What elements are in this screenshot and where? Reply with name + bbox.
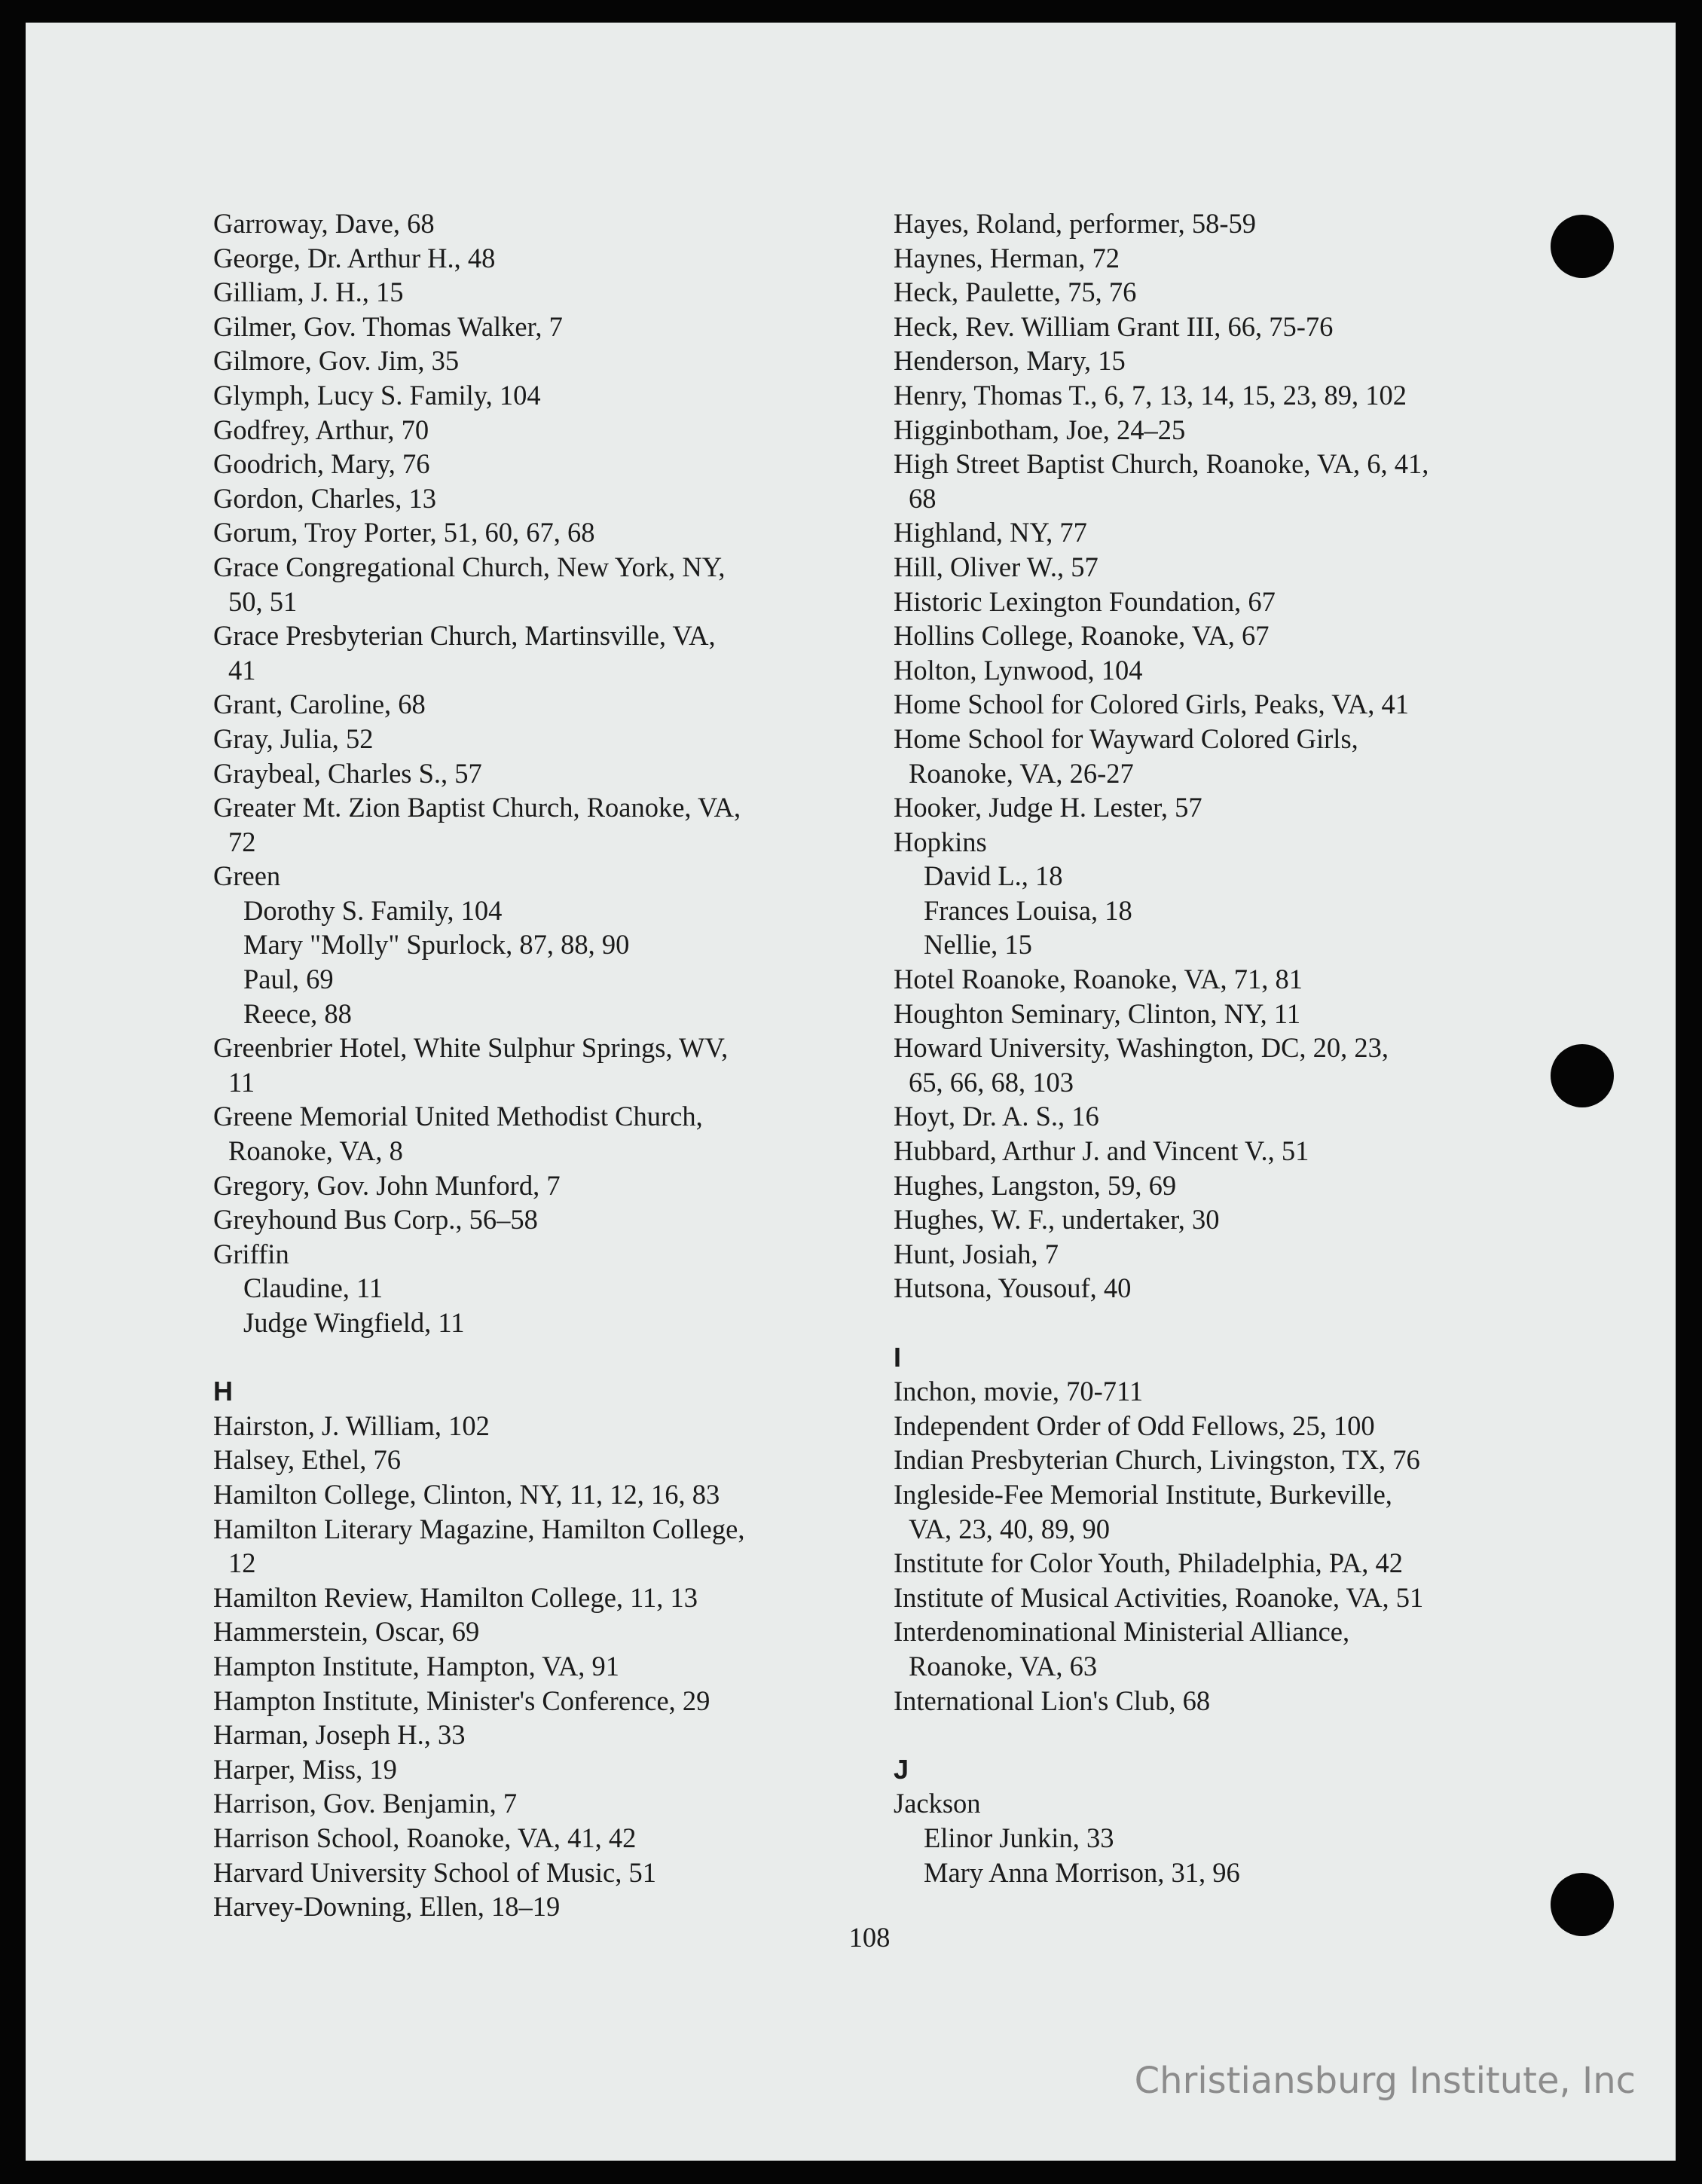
- index-entry: Harman, Joseph H., 33: [213, 1719, 466, 1751]
- index-entry: Godfrey, Arthur, 70: [213, 414, 429, 445]
- index-entry: Glymph, Lucy S. Family, 104: [213, 379, 541, 411]
- index-entry-continuation: 11: [228, 1066, 255, 1098]
- index-entry: Garroway, Dave, 68: [213, 208, 435, 239]
- index-entry: Greater Mt. Zion Baptist Church, Roanoke, VA,: [213, 792, 741, 823]
- index-entry: Hairston, J. William, 102: [213, 1410, 490, 1441]
- index-entry: Gilliam, J. H., 15: [213, 276, 404, 308]
- index-entry: Hoyt, Dr. A. S., 16: [894, 1101, 1099, 1132]
- watermark: Christiansburg Institute, Inc: [1134, 2060, 1636, 2102]
- index-entry: Institute of Musical Activities, Roanoke, VA, 51: [894, 1581, 1424, 1613]
- index-entry: Inchon, movie, 70-711: [894, 1376, 1144, 1407]
- index-entry: Haynes, Herman, 72: [894, 242, 1120, 273]
- index-entry-continuation: Roanoke, VA, 8: [228, 1135, 403, 1167]
- index-entry: Ingleside-Fee Memorial Institute, Burkeville,: [894, 1478, 1392, 1510]
- binder-hole-bottom: [1551, 1873, 1614, 1936]
- index-entry: Highland, NY, 77: [894, 517, 1087, 548]
- index-entry: Grant, Caroline, 68: [213, 689, 426, 720]
- index-entry-continuation: Roanoke, VA, 26-27: [909, 757, 1134, 789]
- index-entry: Harvard University School of Music, 51: [213, 1856, 656, 1888]
- index-subentry: Judge Wingfield, 11: [243, 1307, 465, 1338]
- document-page: [26, 23, 1676, 2161]
- index-entry: Henry, Thomas T., 6, 7, 13, 14, 15, 23, 89, 102: [894, 379, 1407, 411]
- index-entry-continuation: VA, 23, 40, 89, 90: [909, 1513, 1111, 1544]
- index-subentry: Paul, 69: [243, 964, 334, 995]
- index-entry: Hollins College, Roanoke, VA, 67: [894, 620, 1270, 652]
- index-entry-continuation: 50, 51: [228, 585, 298, 617]
- index-entry: Hughes, Langston, 59, 69: [894, 1169, 1177, 1201]
- index-entry: Hayes, Roland, performer, 58-59: [894, 208, 1257, 239]
- index-entry: Hampton Institute, Hampton, VA, 91: [213, 1650, 620, 1682]
- index-subentry: Elinor Junkin, 33: [924, 1822, 1114, 1853]
- index-entry: Hamilton Review, Hamilton College, 11, 13: [213, 1581, 698, 1613]
- index-entry-continuation: 65, 66, 68, 103: [909, 1066, 1074, 1098]
- index-entry: Heck, Rev. William Grant III, 66, 75-76: [894, 310, 1334, 342]
- index-entry: Home School for Colored Girls, Peaks, VA, 41: [894, 689, 1410, 720]
- index-entry: Home School for Wayward Colored Girls,: [894, 722, 1358, 754]
- index-entry: High Street Baptist Church, Roanoke, VA, 6, 41,: [894, 448, 1429, 480]
- index-entry: Hotel Roanoke, Roanoke, VA, 71, 81: [894, 964, 1303, 995]
- index-entry: Hampton Institute, Minister's Conference, 29: [213, 1685, 710, 1716]
- index-entry: Hubbard, Arthur J. and Vincent V., 51: [894, 1135, 1309, 1167]
- index-entry: Green: [213, 860, 281, 892]
- index-entry: Harvey-Downing, Ellen, 18–19: [213, 1891, 561, 1923]
- index-subentry: Reece, 88: [243, 997, 352, 1029]
- index-subentry: David L., 18: [924, 860, 1063, 892]
- index-entry-continuation: 72: [228, 826, 256, 857]
- index-entry: Hunt, Josiah, 7: [894, 1238, 1059, 1269]
- index-entry-continuation: 12: [228, 1547, 256, 1579]
- index-entry: Hamilton Literary Magazine, Hamilton College,: [213, 1513, 745, 1544]
- index-entry: Holton, Lynwood, 104: [894, 654, 1143, 686]
- index-entry: Houghton Seminary, Clinton, NY, 11: [894, 997, 1301, 1029]
- section-spacer: [213, 1340, 861, 1375]
- index-entry: Howard University, Washington, DC, 20, 23,: [894, 1032, 1389, 1064]
- index-entry: Greyhound Bus Corp., 56–58: [213, 1204, 538, 1236]
- section-spacer: [894, 1718, 1572, 1752]
- index-entry: Graybeal, Charles S., 57: [213, 757, 482, 789]
- index-entry: Gordon, Charles, 13: [213, 482, 437, 514]
- index-subentry: Dorothy S. Family, 104: [243, 894, 503, 926]
- index-subentry: Frances Louisa, 18: [924, 894, 1132, 926]
- index-entry: Hooker, Judge H. Lester, 57: [894, 792, 1202, 823]
- section-letter: H: [213, 1376, 233, 1407]
- index-entry: Hopkins: [894, 826, 987, 857]
- index-entry: Gray, Julia, 52: [213, 722, 374, 754]
- index-entry: Greene Memorial United Methodist Church,: [213, 1101, 703, 1132]
- index-entry-continuation: 41: [228, 654, 256, 686]
- index-entry: Hutsona, Yousouf, 40: [894, 1272, 1132, 1304]
- index-entry: Institute for Color Youth, Philadelphia, PA, 42: [894, 1547, 1403, 1579]
- index-entry: Indian Presbyterian Church, Livingston, TX, 76: [894, 1444, 1420, 1476]
- section-letter: I: [894, 1341, 902, 1373]
- index-entry: Higginbotham, Joe, 24–25: [894, 414, 1186, 445]
- index-entry: Hammerstein, Oscar, 69: [213, 1616, 480, 1648]
- index-entry: Gilmore, Gov. Jim, 35: [213, 345, 460, 377]
- index-entry: Hamilton College, Clinton, NY, 11, 12, 16, 83: [213, 1478, 720, 1510]
- index-entry: Goodrich, Mary, 76: [213, 448, 430, 480]
- index-entry-continuation: Roanoke, VA, 63: [909, 1650, 1098, 1682]
- index-entry: Harper, Miss, 19: [213, 1753, 397, 1785]
- index-entry: Grace Congregational Church, New York, NY,: [213, 551, 726, 582]
- index-entry: Griffin: [213, 1238, 289, 1269]
- section-letter: J: [894, 1753, 909, 1785]
- index-entry: Interdenominational Ministerial Alliance,: [894, 1616, 1350, 1648]
- index-entry: Gregory, Gov. John Munford, 7: [213, 1169, 561, 1201]
- index-entry: Jackson: [894, 1788, 981, 1819]
- page-number: 108: [848, 1922, 891, 1953]
- index-entry: Hughes, W. F., undertaker, 30: [894, 1204, 1220, 1236]
- index-subentry: Nellie, 15: [924, 929, 1032, 961]
- index-entry: George, Dr. Arthur H., 48: [213, 242, 496, 273]
- index-subentry: Claudine, 11: [243, 1272, 383, 1304]
- binder-hole-middle: [1551, 1044, 1614, 1107]
- index-entry: Harrison, Gov. Benjamin, 7: [213, 1788, 518, 1819]
- index-entry: Hill, Oliver W., 57: [894, 551, 1099, 582]
- section-spacer: [894, 1306, 1572, 1340]
- binder-hole-top: [1551, 215, 1614, 278]
- index-entry: Harrison School, Roanoke, VA, 41, 42: [213, 1822, 637, 1853]
- index-entry: Historic Lexington Foundation, 67: [894, 585, 1276, 617]
- index-column-right: [894, 206, 1572, 1889]
- index-entry: Heck, Paulette, 75, 76: [894, 276, 1137, 308]
- index-entry: Halsey, Ethel, 76: [213, 1444, 402, 1476]
- index-entry: Gorum, Troy Porter, 51, 60, 67, 68: [213, 517, 595, 548]
- index-entry: Henderson, Mary, 15: [894, 345, 1126, 377]
- index-entry: Independent Order of Odd Fellows, 25, 100: [894, 1410, 1375, 1441]
- index-entry: Grace Presbyterian Church, Martinsville, VA,: [213, 620, 716, 652]
- index-entry: Gilmer, Gov. Thomas Walker, 7: [213, 310, 563, 342]
- index-subentry: Mary Anna Morrison, 31, 96: [924, 1856, 1240, 1888]
- index-entry: International Lion's Club, 68: [894, 1685, 1211, 1716]
- index-entry: Greenbrier Hotel, White Sulphur Springs, WV,: [213, 1032, 729, 1064]
- index-entry-continuation: 68: [909, 482, 937, 514]
- index-subentry: Mary "Molly" Spurlock, 87, 88, 90: [243, 929, 630, 961]
- index-column-left: [213, 206, 861, 1924]
